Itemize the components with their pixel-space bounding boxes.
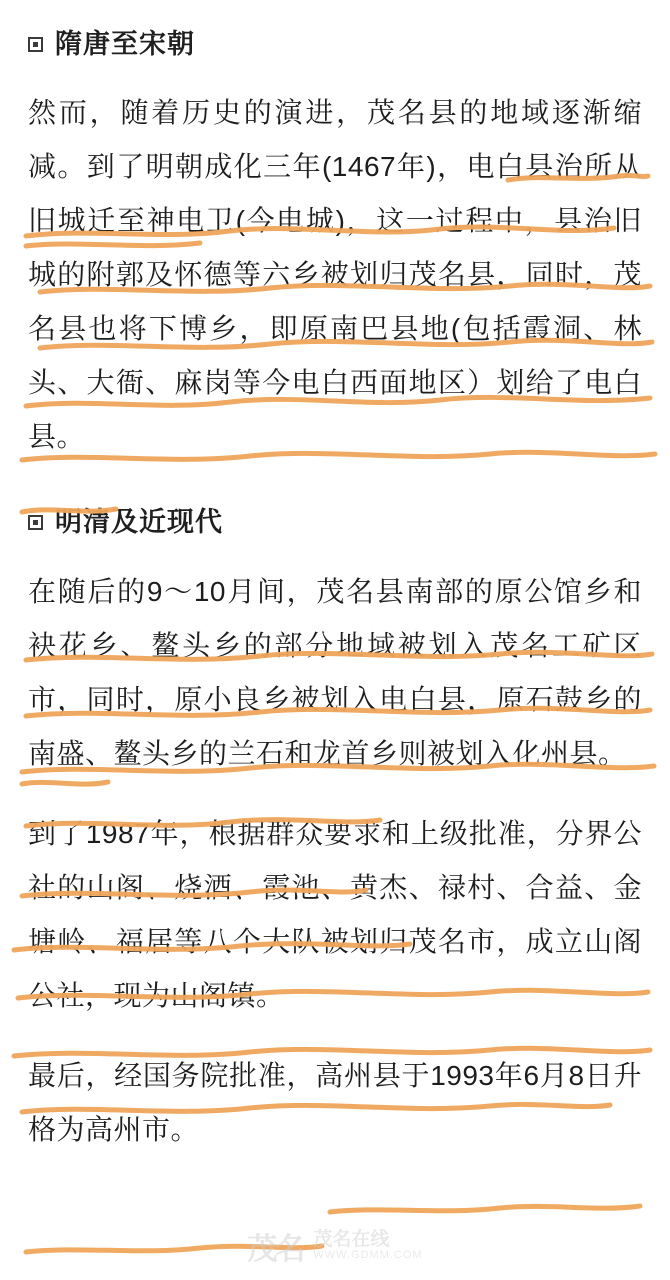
square-bullet-icon — [28, 37, 43, 52]
watermark-logo-icon: 茂名 — [247, 1233, 304, 1266]
paragraph-3: 到了1987年，根据群众要求和上级批准，分界公社的山阁、烧酒、霞池、黄杰、禄村、合益、金塘岭、福居等八个大队被划归茂名市，成立山阁公社，现为山阁镇。 — [28, 817, 642, 1011]
section-title-2: 明清及近现代 — [55, 507, 223, 538]
square-bullet-icon — [28, 515, 43, 530]
watermark-site-url: WWW.GDMM.COM — [313, 1249, 423, 1262]
paragraph-4: 最后，经国务院批准，高州县于1993年6月8日升格为高州市。 — [28, 1059, 642, 1145]
watermark-site-name: 茂名在线 — [313, 1229, 390, 1251]
section-heading-1 — [28, 28, 642, 60]
paragraph-1: 然而，随着历史的演进，茂名县的地域逐渐缩减。到了明朝成化三年(1467年)，电白县治所从旧城迁至神电卫(今电城)，这一过程中，县治旧城的附郭及怀德等六乡被划归茂名县，同时，茂名县也将下博乡，即原南巴县地(包括霞洞、林头、大衙、麻岗等今电白西面地区）划给了电白县。 — [28, 97, 642, 453]
section-heading-2 — [28, 506, 642, 538]
watermark-text — [313, 1230, 422, 1261]
section-title-1: 隋唐至宋朝 — [55, 29, 195, 59]
paragraph-2: 在随后的9～10月间，茂名县南部的原公馆乡和袂花乡、鳌头乡的部分地域被划入茂名工矿区市，同时，原小良乡被划入电白县，原石鼓乡的南盛、鳌头乡的兰石和龙首乡则被划入化州县。 — [28, 575, 642, 769]
watermark — [0, 1218, 670, 1274]
